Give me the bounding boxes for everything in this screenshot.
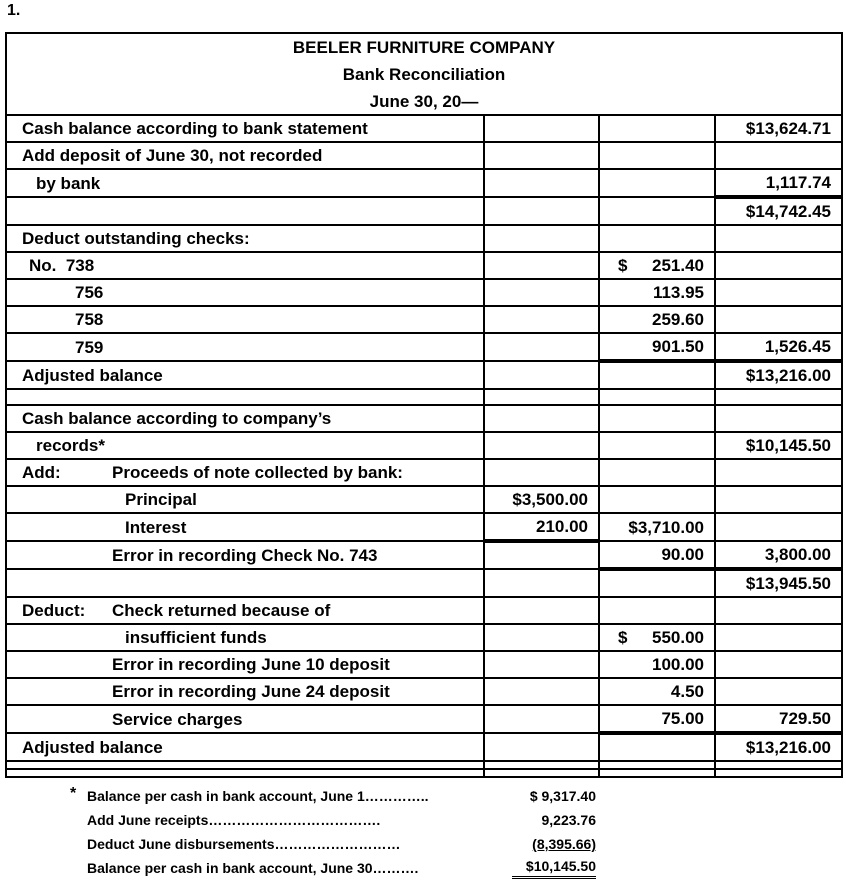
- table-row: [6, 115, 842, 142]
- row-label: Error in recording June 10 deposit: [6, 651, 484, 678]
- amount-value: 251.40: [652, 256, 704, 275]
- row-label: Error in recording June 24 deposit: [6, 678, 484, 705]
- footnote-label: Balance per cash in bank account, June 30……….: [87, 860, 419, 876]
- table-row: [6, 597, 842, 624]
- total-cell: 1,117.74: [715, 169, 842, 197]
- empty-cell: [484, 169, 599, 197]
- table-row: [6, 306, 842, 333]
- empty-cell: [715, 624, 842, 651]
- empty-cell: [599, 197, 715, 225]
- adjusted-balance-cell: $13,216.00: [715, 361, 842, 389]
- empty-cell: [599, 169, 715, 197]
- table-row: [6, 405, 842, 432]
- deduct-label: Check returned because of: [112, 601, 331, 620]
- add-label: Proceeds of note collected by bank:: [112, 463, 403, 482]
- empty-cell: [715, 678, 842, 705]
- amount-cell: 901.50: [599, 333, 715, 361]
- empty-cell: [599, 569, 715, 597]
- total-cell: $10,145.50: [715, 432, 842, 459]
- company-name: BEELER FURNITURE COMPANY: [292, 38, 556, 57]
- empty-cell: [484, 405, 599, 432]
- amount-cell: 75.00: [599, 705, 715, 733]
- empty-cell: [484, 569, 599, 597]
- footnote-row: [70, 808, 630, 832]
- subtotal-cell: $3,710.00: [599, 513, 715, 541]
- empty-cell: [715, 761, 842, 777]
- total-cell: 3,800.00: [715, 541, 842, 569]
- amount-cell: 90.00: [599, 541, 715, 569]
- row-label: Adjusted balance: [6, 361, 484, 389]
- amount-cell: $3,500.00: [484, 486, 599, 513]
- add-prefix: Add:: [22, 463, 61, 482]
- check-number: 738: [65, 256, 95, 275]
- empty-cell: [715, 405, 842, 432]
- table-row: [6, 432, 842, 459]
- statement-title: Bank Reconciliation: [342, 65, 506, 84]
- table-row: [6, 169, 842, 197]
- row-label: insufficient funds: [6, 624, 484, 651]
- empty-cell: [484, 115, 599, 142]
- footnote-row: [70, 784, 630, 808]
- empty-cell: [6, 761, 484, 777]
- empty-cell: [484, 306, 599, 333]
- empty-cell: [599, 459, 715, 486]
- footnote-row: [70, 856, 630, 880]
- row-label: Cash balance according to bank statement: [6, 115, 484, 142]
- check-number: 759: [6, 333, 484, 361]
- empty-cell: [484, 197, 599, 225]
- empty-cell: [484, 651, 599, 678]
- empty-cell: [484, 678, 599, 705]
- row-label: [6, 597, 484, 624]
- table-row: [6, 541, 842, 569]
- total-cell: 1,526.45: [715, 333, 842, 361]
- table-row: [6, 651, 842, 678]
- spacer-row: [6, 389, 842, 405]
- empty-cell: [6, 389, 484, 405]
- table-row: [6, 624, 842, 651]
- empty-cell: [599, 405, 715, 432]
- table-row: [6, 197, 842, 225]
- empty-cell: [599, 432, 715, 459]
- empty-cell: [599, 486, 715, 513]
- check-prefix: No.: [29, 256, 57, 275]
- empty-cell: [599, 733, 715, 761]
- empty-cell: [715, 306, 842, 333]
- empty-cell: [599, 761, 715, 777]
- empty-cell: [715, 486, 842, 513]
- table-row: [6, 252, 842, 279]
- table-row: [6, 486, 842, 513]
- total-cell: 729.50: [715, 705, 842, 733]
- table-row: [6, 361, 842, 389]
- empty-cell: [715, 651, 842, 678]
- subtotal-cell: $14,742.45: [715, 197, 842, 225]
- empty-cell: [484, 761, 599, 777]
- table-row: [6, 459, 842, 486]
- empty-cell: [599, 597, 715, 624]
- amount-cell: 259.60: [599, 306, 715, 333]
- dollar-sign: $: [618, 628, 628, 647]
- statement-header: [7, 34, 841, 114]
- dollar-sign: $: [618, 256, 628, 275]
- empty-cell: [715, 142, 842, 169]
- empty-cell: [484, 597, 599, 624]
- empty-cell: [484, 252, 599, 279]
- amount-cell: 210.00: [484, 513, 599, 541]
- empty-cell: [484, 333, 599, 361]
- empty-cell: [484, 279, 599, 306]
- footnote-value: 9,223.76: [541, 812, 596, 828]
- row-label: Error in recording Check No. 743: [6, 541, 484, 569]
- reconciliation-table: [5, 114, 843, 778]
- empty-cell: [599, 115, 715, 142]
- empty-cell: [715, 597, 842, 624]
- empty-cell: [715, 252, 842, 279]
- empty-cell: [6, 569, 484, 597]
- table-row: [6, 225, 842, 252]
- row-label: Service charges: [6, 705, 484, 733]
- table-row: [6, 513, 842, 541]
- empty-cell: [599, 361, 715, 389]
- empty-cell: [484, 432, 599, 459]
- subtotal-cell: $13,945.50: [715, 569, 842, 597]
- empty-cell: [484, 624, 599, 651]
- empty-cell: [715, 389, 842, 405]
- empty-cell: [599, 225, 715, 252]
- empty-cell: [715, 459, 842, 486]
- empty-cell: [484, 389, 599, 405]
- amount-value: 550.00: [652, 628, 704, 647]
- footnote-total: $10,145.50: [512, 856, 596, 879]
- footnote-row: [70, 832, 630, 856]
- amount-cell: [599, 624, 715, 651]
- footnote-label: Balance per cash in bank account, June 1…………..: [87, 788, 429, 804]
- problem-number: 1.: [7, 2, 21, 19]
- row-label: Add deposit of June 30, not recorded: [6, 142, 484, 169]
- empty-cell: [484, 225, 599, 252]
- empty-cell: [484, 733, 599, 761]
- deduct-prefix: Deduct:: [22, 601, 86, 620]
- spacer-row: [6, 761, 842, 777]
- row-label: Principal: [6, 486, 484, 513]
- empty-cell: [599, 142, 715, 169]
- empty-cell: [6, 197, 484, 225]
- adjusted-balance-cell: $13,216.00: [715, 733, 842, 761]
- row-label: Deduct outstanding checks:: [6, 225, 484, 252]
- check-label: [6, 252, 484, 279]
- table-row: [6, 142, 842, 169]
- row-label: Interest: [6, 513, 484, 541]
- empty-cell: [599, 389, 715, 405]
- empty-cell: [484, 142, 599, 169]
- empty-cell: [715, 225, 842, 252]
- check-number: 756: [6, 279, 484, 306]
- reconciliation-frame: [5, 32, 843, 770]
- amount-cell: 4.50: [599, 678, 715, 705]
- footnote-value: $ 9,317.40: [529, 788, 596, 804]
- table-row: [6, 333, 842, 361]
- empty-cell: [715, 513, 842, 541]
- empty-cell: [484, 705, 599, 733]
- statement-date: June 30, 20—: [369, 92, 479, 111]
- table-row: [6, 678, 842, 705]
- table-row: [6, 279, 842, 306]
- asterisk: *: [70, 785, 77, 802]
- amount-cell: 100.00: [599, 651, 715, 678]
- row-label: Cash balance according to company’s: [6, 405, 484, 432]
- total-cell: $13,624.71: [715, 115, 842, 142]
- empty-cell: [484, 361, 599, 389]
- row-label: by bank: [6, 169, 484, 197]
- table-row: [6, 569, 842, 597]
- table-row: [6, 733, 842, 761]
- row-label: [6, 459, 484, 486]
- empty-cell: [484, 459, 599, 486]
- empty-cell: [484, 541, 599, 569]
- row-label: records*: [6, 432, 484, 459]
- footnote-value: (8,395.66): [532, 836, 596, 852]
- amount-cell: [599, 252, 715, 279]
- check-number: 758: [6, 306, 484, 333]
- footnote-label: Deduct June disbursements………………………: [87, 836, 401, 852]
- footnote: [70, 784, 630, 880]
- table-row: [6, 705, 842, 733]
- amount-cell: 113.95: [599, 279, 715, 306]
- footnote-label: Add June receipts……………………………….: [87, 812, 381, 828]
- row-label: Adjusted balance: [6, 733, 484, 761]
- empty-cell: [715, 279, 842, 306]
